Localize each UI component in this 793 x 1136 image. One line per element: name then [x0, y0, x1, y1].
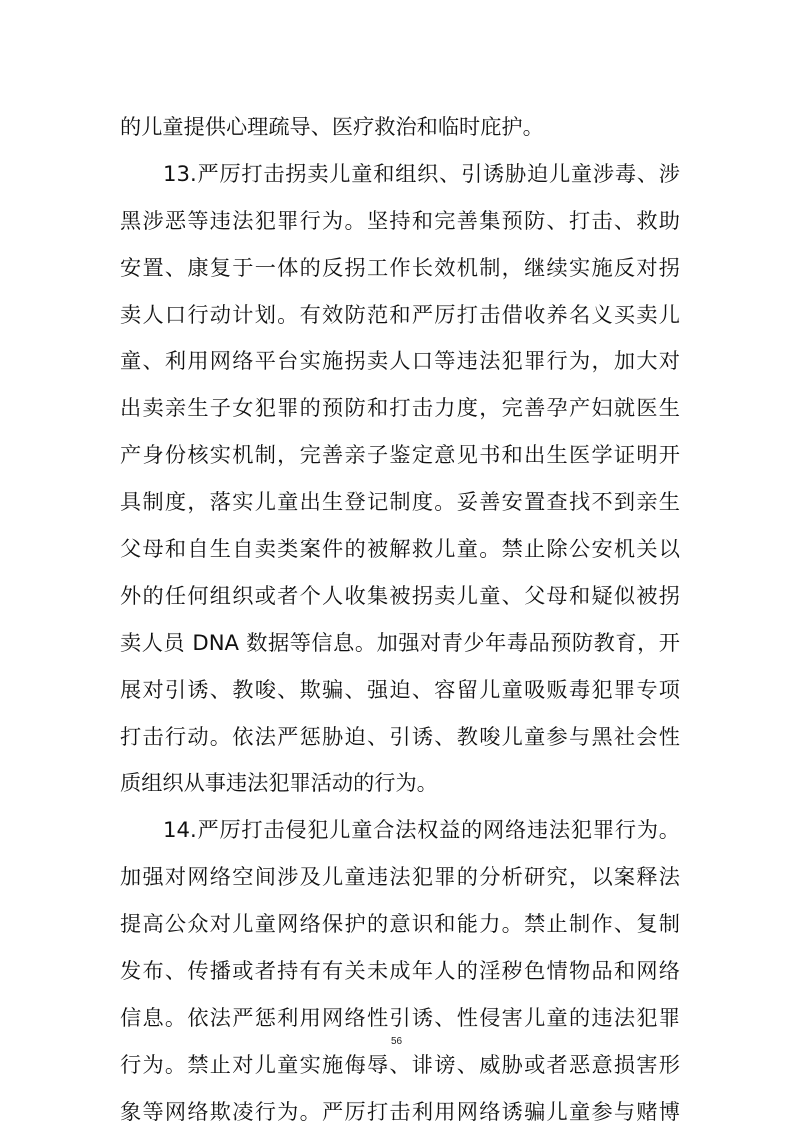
- text-line: 产身份核实机制，完善亲子鉴定意见书和出生医学证明开: [120, 442, 680, 468]
- text-line: 展对引诱、教唆、欺骗、强迫、容留儿童吸贩毒犯罪专项: [120, 676, 680, 702]
- text-line: 象等网络欺凌行为。严厉打击利用网络诱骗儿童参与赌博: [120, 1098, 680, 1124]
- text-line: 黑涉恶等违法犯罪行为。坚持和完善集预防、打击、救助: [120, 207, 680, 233]
- text-line: 具制度，落实儿童出生登记制度。妥善安置查找不到亲生: [120, 489, 680, 515]
- page-number: 56: [390, 1036, 403, 1047]
- text-line: 卖人口行动计划。有效防范和严厉打击借收养名义买卖儿: [120, 301, 680, 327]
- text-line: 13.严厉打击拐卖儿童和组织、引诱胁迫儿童涉毒、涉: [163, 160, 680, 186]
- text-line: 提高公众对儿童网络保护的意识和能力。禁止制作、复制: [120, 911, 680, 937]
- text-line: 打击行动。依法严惩胁迫、引诱、教唆儿童参与黑社会性: [120, 723, 680, 749]
- text-line: 出卖亲生子女犯罪的预防和打击力度，完善孕产妇就医生: [120, 395, 680, 421]
- text-line: 14.严厉打击侵犯儿童合法权益的网络违法犯罪行为。: [163, 817, 680, 843]
- text-line: 行为。禁止对儿童实施侮辱、诽谤、威胁或者恶意损害形: [120, 1051, 680, 1077]
- text-line: 的儿童提供心理疏导、医疗救治和临时庇护。: [120, 114, 544, 139]
- text-line: 信息。依法严惩利用网络性引诱、性侵害儿童的违法犯罪: [120, 1004, 680, 1030]
- text-line: 质组织从事违法犯罪活动的行为。: [120, 770, 438, 796]
- text-line: 童、利用网络平台实施拐卖人口等违法犯罪行为，加大对: [120, 348, 680, 374]
- text-line: 父母和自生自卖类案件的被解救儿童。禁止除公安机关以: [120, 536, 680, 562]
- text-line: 发布、传播或者持有有关未成年人的淫秽色情物品和网络: [120, 958, 680, 984]
- text-line: 安置、康复于一体的反拐工作长效机制，继续实施反对拐: [120, 254, 680, 280]
- body-text: [120, 104, 680, 1136]
- text-line: 加强对网络空间涉及儿童违法犯罪的分析研究，以案释法: [120, 864, 680, 890]
- text-line: 外的任何组织或者个人收集被拐卖儿童、父母和疑似被拐: [120, 582, 680, 608]
- text-line: 卖人员 DNA 数据等信息。加强对青少年毒品预防教育，开: [120, 629, 680, 655]
